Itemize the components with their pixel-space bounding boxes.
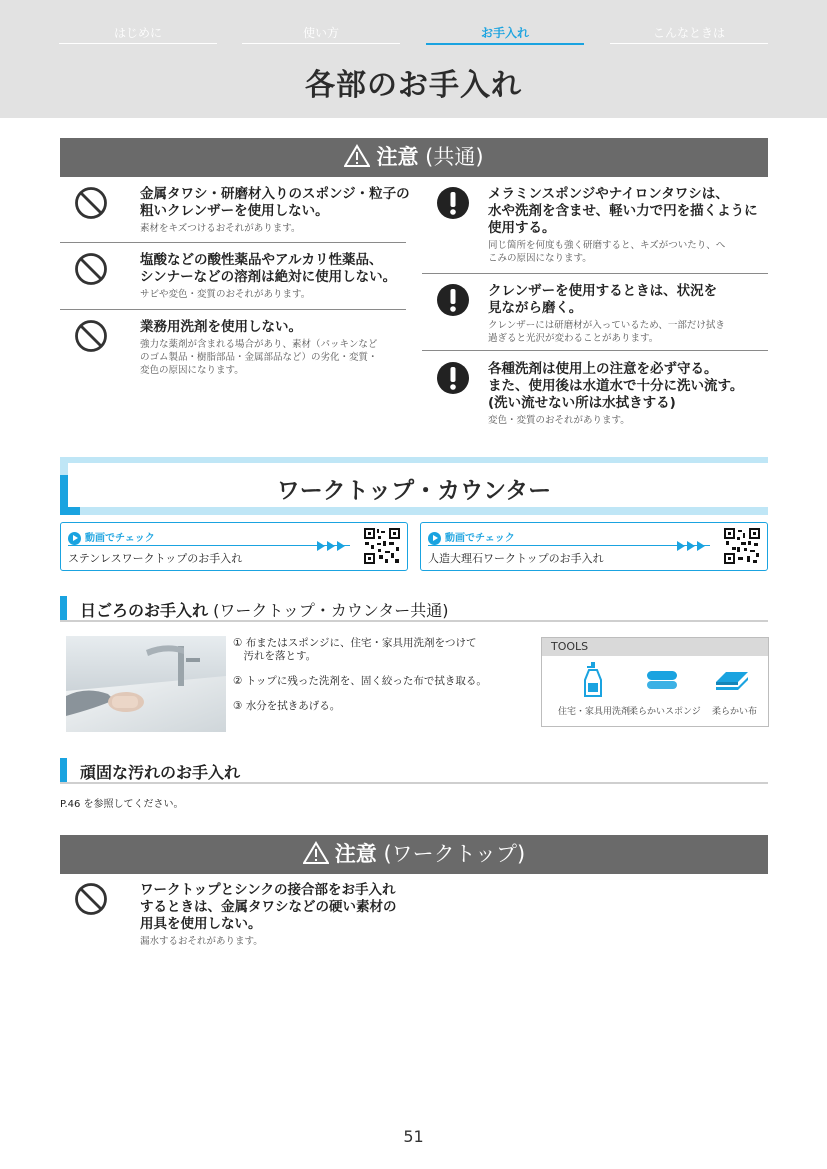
tool-label-sponge: 柔らかいスポンジ	[629, 707, 701, 717]
caution-item	[74, 882, 474, 952]
caution-note: 素材をキズつけるおそれがあります。	[140, 223, 301, 234]
tool-label-detergent: 住宅・家具用洗剤	[558, 707, 631, 717]
mandatory-action-icon	[436, 361, 470, 395]
mandatory-action-icon	[436, 186, 470, 220]
stubborn-dirt-heading	[60, 758, 768, 784]
video-description: ステンレスワークトップのお手入れ	[68, 552, 243, 565]
play-icon	[428, 532, 441, 545]
page-reference: P.46 を参照してください。	[60, 799, 184, 810]
cleaning-photo	[66, 636, 226, 732]
step-2: ② トップに残った洗剤を、固く絞った布で拭き取る。	[233, 675, 487, 687]
cloth-icon	[714, 668, 750, 692]
caution-text: 金属タワシ・研磨材入りのスポンジ・粒子の 粗いクレンザーを使用しない。	[140, 186, 410, 219]
prohibited-icon	[74, 252, 108, 286]
caution-worktop-bar	[60, 835, 768, 874]
tab-label: 使い方	[302, 26, 339, 40]
tab-label: お手入れ	[480, 26, 529, 40]
warning-triangle-icon	[303, 841, 329, 865]
qr-code-icon	[363, 527, 401, 565]
section-banner	[60, 457, 768, 515]
heading-main: 日ごろのお手入れ	[80, 601, 209, 620]
caution-subtitle: (共通)	[425, 145, 484, 169]
caution-common-bar	[60, 138, 768, 177]
heading-sub: (ワークトップ・カウンター共通)	[208, 601, 449, 620]
caution-text: 業務用洗剤を使用しない。	[140, 319, 302, 335]
caution-text: クレンザーを使用するときは、状況を 見ながら磨く。	[488, 283, 718, 316]
prohibited-icon	[74, 319, 108, 353]
video-tag: 動画でチェック	[445, 533, 515, 544]
tab-troubleshooting[interactable]	[610, 24, 768, 41]
qr-code-icon	[723, 527, 761, 565]
arrow-icon	[677, 539, 711, 553]
caution-subtitle: (ワークトップ)	[383, 842, 526, 866]
caution-item	[436, 186, 776, 266]
tab-usage[interactable]	[242, 24, 400, 41]
arrow-icon	[317, 539, 351, 553]
tool-label-cloth: 柔らかい布	[712, 707, 758, 717]
video-link-stainless[interactable]	[60, 522, 408, 571]
caution-item	[436, 283, 776, 343]
caution-note: 同じ箇所を何度も強く研磨すると、キズがついたり、へ こみの原因になります。	[488, 240, 726, 264]
video-link-artificial-marble[interactable]	[420, 522, 768, 571]
warning-triangle-icon	[344, 144, 370, 168]
caution-text: 塩酸などの酸性薬品やアルカリ性薬品、 シンナーなどの溶剤は絶対に使用しない。	[140, 252, 397, 285]
divider	[422, 273, 768, 274]
page-number: 51	[403, 1127, 424, 1146]
caution-note: 漏水するおそれがあります。	[140, 936, 263, 947]
caution-title: 注意	[334, 842, 377, 866]
tab-introduction[interactable]	[59, 24, 217, 41]
caution-item	[74, 186, 414, 236]
tab-label: はじめに	[113, 26, 162, 40]
divider	[60, 309, 406, 310]
step-3: ③ 水分を拭きあげる。	[233, 700, 341, 712]
tools-title: TOOLS	[542, 638, 768, 656]
divider	[60, 242, 406, 243]
caution-note: サビや変色・変質のおそれがあります。	[140, 289, 311, 300]
caution-text: 各種洗剤は使用上の注意を必ず守る。 また、使用後は水道水で十分に洗い流す。 (洗い流せない所は水拭きする)	[488, 361, 744, 411]
tab-care[interactable]	[426, 24, 584, 41]
section-title: ワークトップ・カウンター	[276, 478, 552, 504]
video-tag: 動画でチェック	[85, 533, 155, 544]
daily-care-heading	[60, 596, 768, 622]
page-title: 各部のお手入れ	[305, 68, 522, 103]
prohibited-icon	[74, 186, 108, 220]
page-header	[0, 0, 827, 118]
caution-note: クレンザーには研磨材が入っているため、一部だけ拭き 過ぎると光沢が変わることがあります。	[488, 320, 725, 344]
caution-item	[74, 319, 414, 389]
heading-main: 頑固な汚れのお手入れ	[80, 763, 241, 782]
mandatory-action-icon	[436, 283, 470, 317]
tab-label: こんなときは	[652, 26, 725, 40]
divider	[422, 350, 768, 351]
caution-note: 強力な薬剤が含まれる場合があり、素材（パッキンなど のゴム製品・樹脂部品・金属部品など）の劣化・変質・ 変色の原因になります。	[140, 339, 378, 376]
caution-title: 注意	[376, 145, 419, 169]
caution-note: 変色・変質のおそれがあります。	[488, 415, 630, 426]
video-description: 人造大理石ワークトップのお手入れ	[428, 552, 604, 565]
sponge-icon	[646, 670, 678, 690]
daily-care-steps	[233, 637, 487, 713]
tools-box	[541, 637, 769, 727]
caution-item	[74, 252, 414, 302]
caution-text: ワークトップとシンクの接合部をお手入れ するときは、金属タワシなどの硬い素材の 用具を使用しない。	[140, 882, 397, 932]
countertop-wiping-image	[66, 636, 226, 732]
caution-text: メラミンスポンジやナイロンタワシは、 水や洗剤を含ませ、軽い力で円を描くように 使用する。	[488, 186, 758, 236]
step-1: ① 布またはスポンジに、住宅・家具用洗剤をつけて 汚れを落とす。	[233, 637, 477, 662]
detergent-bottle-icon	[582, 662, 604, 698]
caution-item	[436, 361, 776, 431]
play-icon	[68, 532, 81, 545]
prohibited-icon	[74, 882, 108, 916]
